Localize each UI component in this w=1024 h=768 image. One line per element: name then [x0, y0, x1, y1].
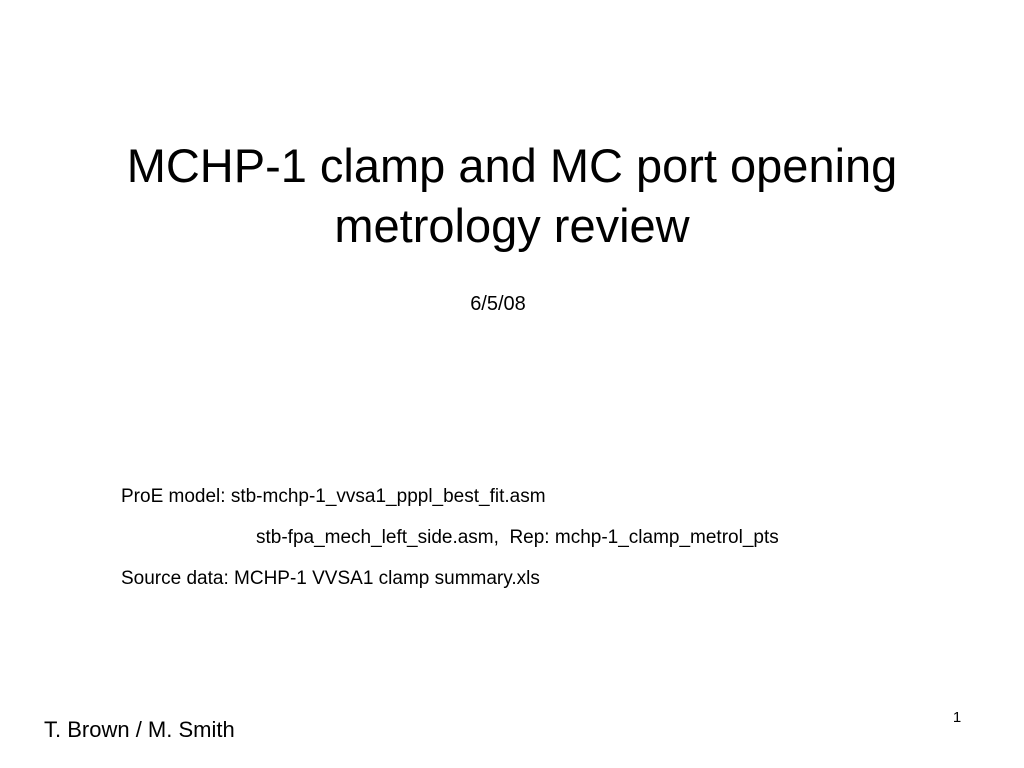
proe-model-continuation-line: stb-fpa_mech_left_side.asm, Rep: mchp-1_clamp_metrol_pts: [256, 527, 779, 548]
author-footer: T. Brown / M. Smith: [44, 717, 235, 742]
source-data-line: Source data: MCHP-1 VVSA1 clamp summary.xls: [121, 568, 540, 589]
proe-model-line: ProE model: stb-mchp-1_vvsa1_pppl_best_fit.asm: [121, 486, 546, 507]
slide-title-line-2: metrology review: [334, 199, 690, 252]
slide-date: 6/5/08: [470, 293, 526, 315]
slide-title-line-1: MCHP-1 clamp and MC port opening: [126, 139, 898, 192]
page-number: 1: [952, 709, 962, 726]
slide-title: [60, 136, 964, 256]
model-info-block: [121, 484, 779, 607]
